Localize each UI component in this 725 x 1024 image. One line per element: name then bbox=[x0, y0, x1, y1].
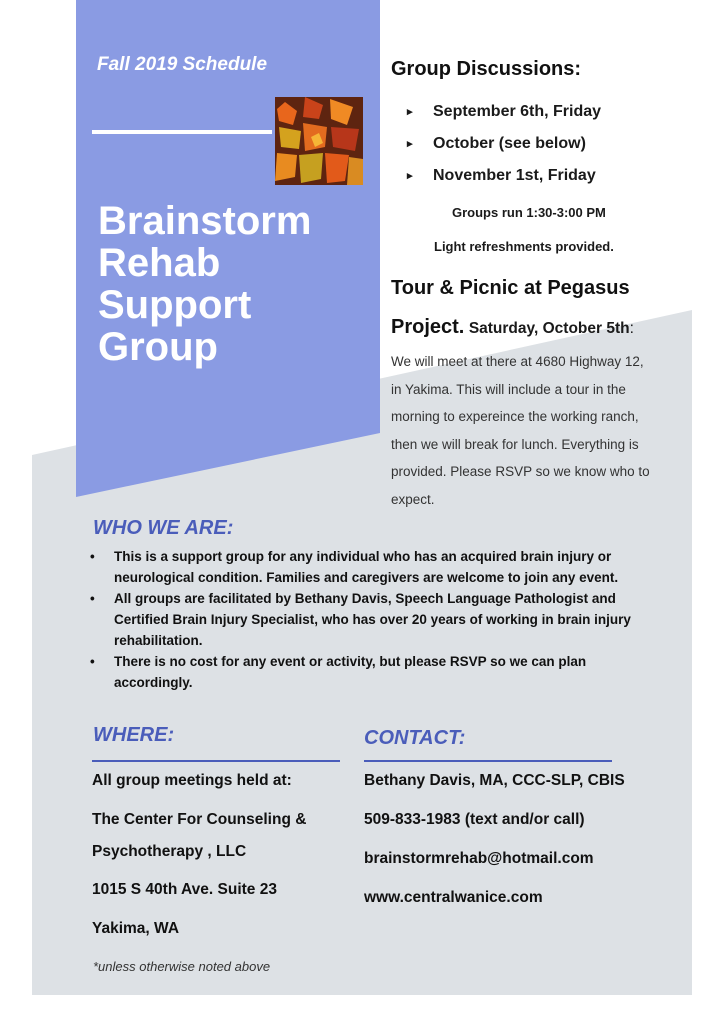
autumn-leaves-image bbox=[275, 97, 363, 185]
main-title bbox=[98, 200, 311, 368]
triangle-bullet-icon: ▸ bbox=[407, 106, 413, 118]
refreshments-note: Light refreshments provided. bbox=[434, 239, 614, 254]
date-text: October (see below) bbox=[433, 135, 586, 152]
bullet-dot-icon: • bbox=[90, 654, 95, 669]
tour-heading-line-1: Tour & Picnic at Pegasus bbox=[391, 277, 630, 299]
tour-line: morning to expereince the working ranch, bbox=[391, 409, 639, 424]
discussions-heading: Group Discussions: bbox=[391, 58, 582, 80]
title-line-4: Group bbox=[98, 325, 218, 369]
where-line-2: The Center For Counseling & bbox=[92, 811, 307, 828]
list-item bbox=[90, 588, 650, 651]
list-item-text: There is no cost for any event or activity, but please RSVP so we can plan accordingly. bbox=[114, 654, 587, 690]
contact-email-link[interactable]: brainstormrehab@hotmail.com bbox=[364, 850, 594, 867]
where-heading: WHERE: bbox=[93, 724, 175, 746]
who-we-are-heading: WHO WE ARE: bbox=[93, 517, 234, 539]
list-item-text: This is a support group for any individual who has an acquired brain injury or neurological condition. Families and caregivers are welcome to join any event. bbox=[114, 549, 619, 585]
list-item-text: All groups are facilitated by Bethany Davis, Speech Language Pathologist and Certified Brain Injury Specialist, who has over 20 years of working in brain injury rehabilitation. bbox=[114, 591, 631, 648]
where-line-4: 1015 S 40th Ave. Suite 23 bbox=[92, 881, 277, 898]
date-item bbox=[407, 164, 601, 196]
season-label: Fall 2019 Schedule bbox=[97, 54, 268, 75]
tour-date-colon: : bbox=[629, 320, 634, 337]
contact-name: Bethany Davis, MA, CCC-SLP, CBIS bbox=[364, 772, 625, 789]
title-line-3: Support bbox=[98, 283, 252, 327]
bullet-dot-icon: • bbox=[90, 549, 95, 564]
triangle-bullet-icon: ▸ bbox=[407, 138, 413, 150]
where-divider bbox=[92, 760, 340, 762]
triangle-bullet-icon: ▸ bbox=[407, 170, 413, 182]
tour-line: in Yakima. This will include a tour in the bbox=[391, 381, 626, 397]
title-line-1: Brainstorm bbox=[98, 199, 312, 243]
where-line-1: All group meetings held at: bbox=[92, 772, 292, 789]
date-text: November 1st, Friday bbox=[433, 167, 596, 184]
tour-date: Saturday, October 5th bbox=[468, 320, 630, 337]
bullet-dot-icon: • bbox=[90, 591, 95, 606]
time-note: Groups run 1:30-3:00 PM bbox=[452, 205, 606, 220]
tour-description bbox=[391, 348, 691, 513]
where-line-5: Yakima, WA bbox=[92, 920, 180, 937]
date-item bbox=[407, 132, 601, 164]
contact-divider bbox=[364, 760, 612, 762]
tour-heading-line-2 bbox=[391, 316, 634, 339]
tour-project-label: Project. bbox=[391, 316, 465, 338]
tour-line: provided. Please RSVP so we know who to bbox=[391, 464, 650, 479]
where-line-3: Psychotherapy , LLC bbox=[92, 843, 247, 860]
where-footnote: *unless otherwise noted above bbox=[93, 959, 271, 974]
tour-line: then we will break for lunch. Everything is bbox=[391, 436, 639, 452]
list-item bbox=[90, 651, 650, 693]
list-item bbox=[90, 546, 650, 588]
title-line-2: Rehab bbox=[98, 241, 221, 285]
contact-phone[interactable]: 509-833-1983 (text and/or call) bbox=[364, 811, 585, 828]
contact-website-link[interactable]: www.centralwanice.com bbox=[364, 889, 543, 906]
contact-heading: CONTACT: bbox=[364, 727, 466, 749]
discussion-dates-list bbox=[407, 100, 602, 196]
who-we-are-list bbox=[90, 546, 650, 693]
date-text: September 6th, Friday bbox=[433, 103, 602, 120]
tour-line: expect. bbox=[391, 491, 435, 507]
title-divider bbox=[92, 130, 272, 134]
date-item bbox=[407, 100, 602, 132]
tour-line: We will meet at there at 4680 Highway 12, bbox=[391, 354, 644, 369]
